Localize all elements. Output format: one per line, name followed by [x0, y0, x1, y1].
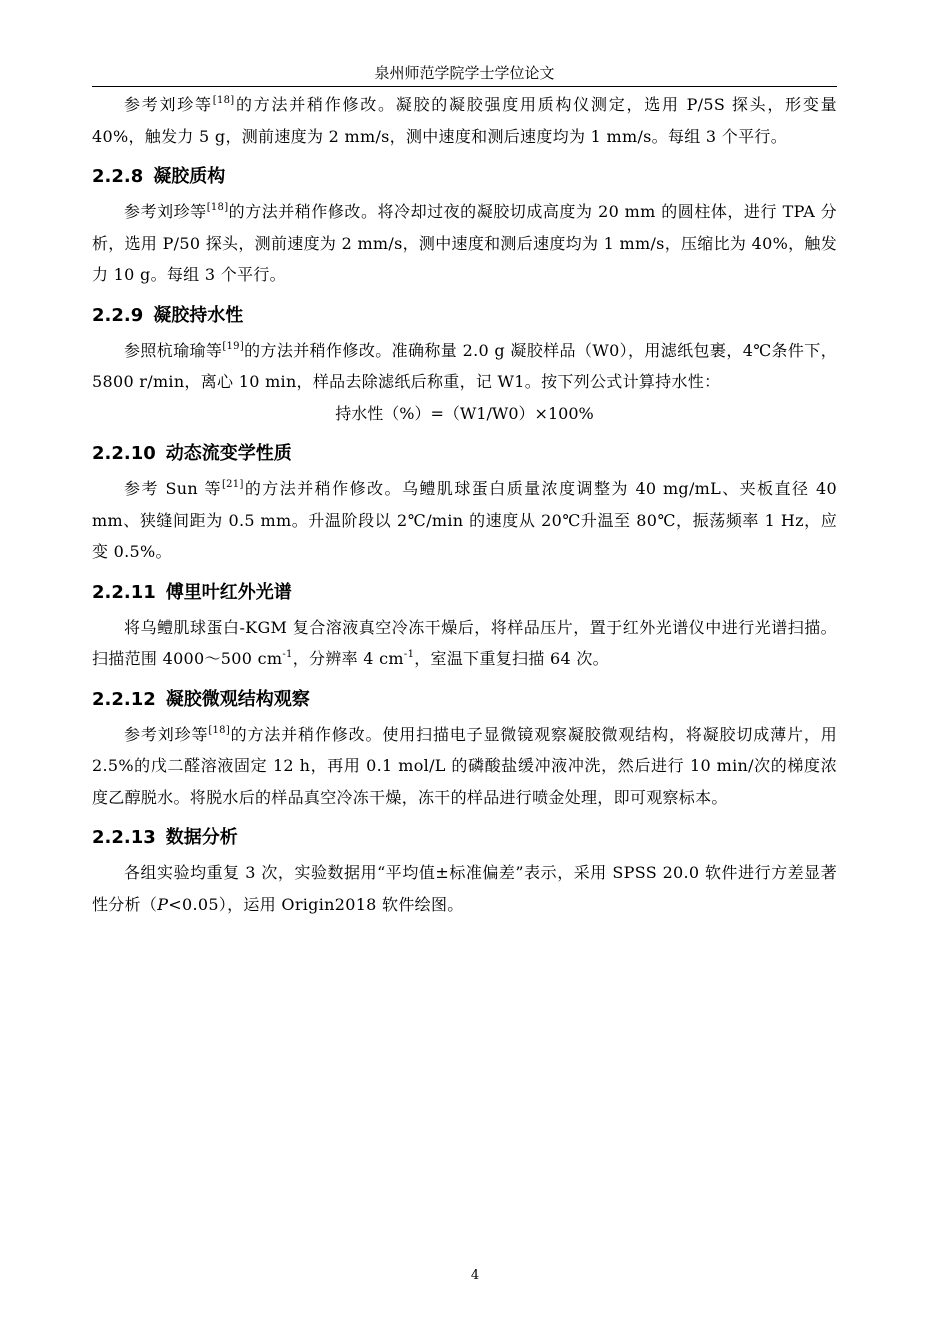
superscript: -1 — [282, 649, 293, 660]
section-title: 凝胶微观结构观察 — [165, 688, 310, 710]
paragraph-ftir: 将乌鳢肌球蛋白-KGM 复合溶液真空冷冻干燥后，将样品压片，置于红外光谱仪中进行光谱扫描。扫描范围 4000～500 $cm^{-1}$，分辨率 4 $cm^{-1}$，室温下重复扫描 64 次。 — [92, 617, 837, 668]
running-header: 泉州师范学院学士学位论文 — [374, 64, 555, 82]
paragraph-gel-texture: 参考刘珍等[18]的方法并稍作修改。将冷却过夜的凝胶切成高度为 20 mm 的圆柱体，进行 TPA 分析，选用 P/50 探头，测前速度为 2 mm/s，测中速度和测后速度均为 1 mm/s，压缩比为 40%，触发力 10 g。每组 3 个平行。 — [92, 202, 837, 284]
citation-ref: [21] — [221, 479, 244, 490]
section-number: 2.2.8 — [92, 166, 144, 187]
paragraph-water-holding: 参照杭瑜瑜等[19]的方法并稍作修改。准确称量 2.0 g 凝胶样品（W0），用滤纸包裹，4℃条件下，5800 r/min，离心 10 min，样品去除滤纸后称重，记 W1。按下列公式计算持水性： — [92, 340, 837, 391]
page-number: 4 — [470, 1268, 480, 1283]
header-rule — [92, 86, 837, 87]
citation-ref: [18] — [212, 95, 235, 106]
section-title: 数据分析 — [165, 827, 238, 848]
citation-ref: [19] — [222, 340, 245, 352]
section-title: 凝胶质构 — [153, 166, 226, 187]
section-number: 2.2.10 — [92, 443, 156, 464]
section-number: 2.2.11 — [92, 581, 156, 603]
superscript: -1 — [403, 649, 415, 660]
section-heading-2-2-9 — [92, 301, 837, 331]
section-title: 傅里叶红外光谱 — [165, 581, 292, 603]
section-heading-2-2-10 — [92, 439, 837, 469]
citation-ref: [18] — [206, 202, 229, 213]
section-heading-2-2-8 — [92, 162, 837, 192]
section-title: 凝胶持水性 — [153, 304, 244, 326]
p-value-symbol: P — [157, 894, 169, 914]
paragraph-gel-strength: 参考刘珍等[18]的方法并稍作修改。凝胶的凝胶强度用质构仪测定，选用 P/5S 探头，形变量 40%，触发力 5 g，测前速度为 2 mm/s，测中速度和测后速度均为 1 mm/s。每组 3 个平行。 — [92, 95, 837, 146]
page-body — [92, 89, 837, 920]
citation-ref: [18] — [208, 724, 231, 736]
section-heading-2-2-12 — [92, 685, 837, 715]
paragraph-microstructure: 参考刘珍等[18]的方法并稍作修改。使用扫描电子显微镜观察凝胶微观结构，将凝胶切成薄片，用 2.5%的戊二醛溶液固定 12 h，再用 0.1 mol/L 的磷酸盐缓冲液冲洗，然后进行 10 min/次的梯度浓度乙醇脱水。将脱水后的样品真空冷冻干燥，冻干的样品进行喷金处理，即可观察标本。 — [92, 724, 837, 807]
paragraph-rheology: 参考 Sun 等[21]的方法并稍作修改。乌鳢肌球蛋白质量浓度调整为 40 mg/mL、夹板直径 40 mm、狭缝间距为 0.5 mm。升温阶段以 2℃/min 的速度从 20℃升温至 80℃，振荡频率 1 Hz，应变 0.5%。 — [92, 479, 837, 561]
formula-water-holding: 持水性（%）=（W1/W0）×100% — [335, 403, 594, 423]
section-number: 2.2.13 — [92, 827, 156, 848]
section-heading-2-2-13 — [92, 823, 837, 853]
section-number: 2.2.9 — [92, 304, 144, 326]
paragraph-data-analysis: 各组实验均重复 3 次，实验数据用“平均值±标准偏差”表示，采用 SPSS 20.0 软件进行方差显著性分析（P<0.05），运用 Origin2018 软件绘图。 — [92, 863, 837, 914]
section-title: 动态流变学性质 — [165, 443, 292, 464]
section-number: 2.2.12 — [92, 688, 156, 710]
section-heading-2-2-11 — [92, 578, 837, 608]
